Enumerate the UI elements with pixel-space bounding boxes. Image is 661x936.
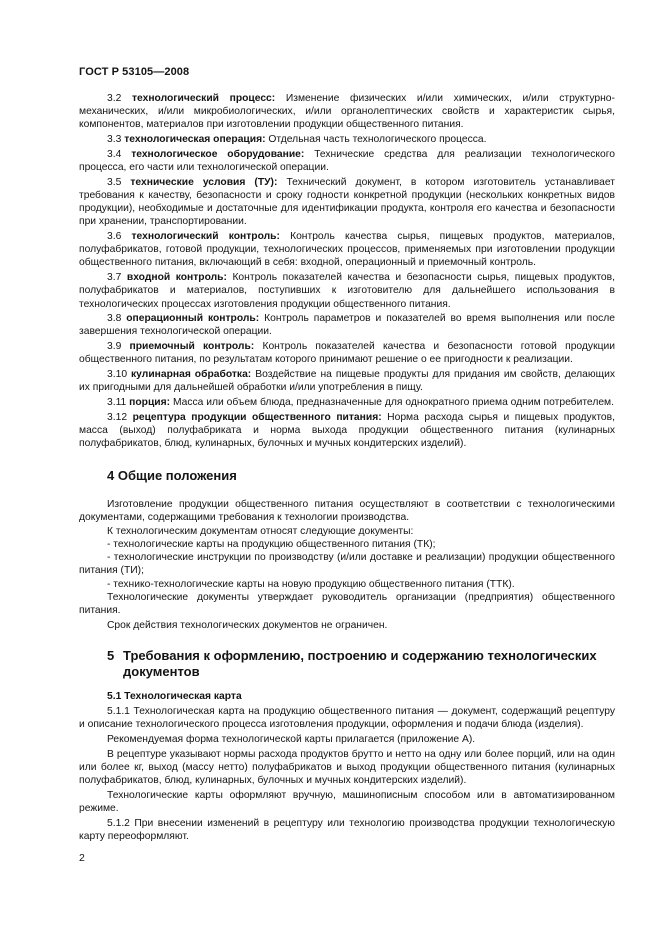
definition-3-3: 3.3 технологическая операция: Отдельная часть технологического процесса. [107, 134, 487, 146]
definition-3-2: 3.2 технологический процесс: Изменение физических и/или химических, и/или структурно-механических, и/или микробиологических, и/или органолептических свойств и характеристик сырья, компонентов, материалов при изготовлении продукции общественного питания. [79, 93, 615, 131]
section-4-list-item: - технологические инструкции по производству (и/или доставке и реализации) продукции общественного питания (ТИ); [79, 552, 615, 577]
document-body [79, 92, 615, 843]
definition-3-10: 3.10 кулинарная обработка: Воздействие на пищевые продукты для придания им свойств, делающих их пригодными для дальнейшей обработки и/или употребления в пищу. [79, 369, 616, 394]
subsection-5-1-heading: 5.1 Технологическая карта [107, 690, 242, 702]
section-5-title: Требования к оформлению, построению и содержанию технологических документов [123, 647, 597, 679]
definition-3-8: 3.8 операционный контроль: Контроль параметров и показателей во время выполнения или после завершения технологической операции. [79, 313, 615, 338]
section-5-paragraph: Технологические карты оформляют вручную, машинописным способом или в автоматизированном режиме. [79, 789, 615, 814]
section-5-heading [107, 648, 615, 680]
section-5-paragraph: Рекомендуемая форма технологической карты прилагается (приложение А). [107, 733, 476, 745]
section-4-paragraph: Технологические документы утверждает руководитель организации (предприятия) общественного питания. [79, 591, 615, 616]
section-5-paragraph: 5.1.2 При внесении изменений в рецептуру или технологию производства продукции технологическую карту переоформляют. [79, 817, 615, 842]
page-number: 2 [79, 852, 85, 864]
document-header: ГОСТ Р 53105—2008 [79, 66, 190, 78]
section-4-paragraph: Срок действия технологических документов не ограничен. [107, 619, 388, 631]
section-4-paragraph: К технологическим документам относят следующие документы: [107, 525, 414, 537]
definition-3-7: 3.7 входной контроль: Контроль показателей качества и безопасности сырья, пищевых продуктов, полуфабрикатов и материалов, поступивших к изготовителю для дальнейшего использования в технологических процессах изготовления продукции общественного питания. [79, 272, 615, 310]
definition-3-5: 3.5 технические условия (ТУ): Технический документ, в котором изготовитель устанавливает требования к качеству, безопасности и сроку годности конкретной продукции (нескольких конкретных видов продукции), необходимые и достаточные для идентификации продукта, контроля его качества и безопасности при хранении, транспортировании. [79, 176, 615, 228]
section-5-number: 5 [107, 647, 115, 663]
definition-3-12: 3.12 рецептура продукции общественного питания: Норма расхода сырья и пищевых продуктов, масса (выход) полуфабриката и норма выхода продукции общественного питания (кулинарных полуфабрикатов, блюд, кулинарных, булочных и мучных кондитерских изделий). [79, 411, 615, 450]
section-4-list-item: - технологические карты на продукцию общественного питания (ТК); [107, 538, 436, 550]
definition-3-6: 3.6 технологический контроль: Контроль качества сырья, пищевых продуктов, материалов, полуфабрикатов, готовой продукции, технологических процессов, применяемых при изготовлении продукции общественного питания, включающий в себя: входной, операционный и приемочный контроль. [79, 231, 615, 269]
section-4-heading: 4 Общие положения [107, 468, 237, 484]
section-4-paragraph: Изготовление продукции общественного питания осуществляют в соответствии с технологическими документами, содержащими требования к технологии производства. [79, 499, 615, 524]
section-4-list-item: - технико-технологические карты на новую продукцию общественного питания (ТТК). [107, 578, 515, 590]
section-5-paragraph: 5.1.1 Технологическая карта на продукцию общественного питания — документ, содержащий рецептуру и описание технологического процесса изготовления продукции, оформления и подачи блюда (изделия). [79, 706, 615, 731]
definition-3-4: 3.4 технологическое оборудование: Технические средства для реализации технологического процесса, его части или технологической операции. [79, 148, 615, 174]
definition-3-9: 3.9 приемочный контроль: Контроль показателей качества и безопасности готовой продукции общественного питания, по результатам которого принимают решение о ее пригодности к реализации. [79, 341, 615, 366]
section-5-paragraph: В рецептуре указывают нормы расхода продуктов брутто и нетто на одну или более порций, или на один или более кг, выход (массу нетто) полуфабрикатов и выход продукции общественного питания (кулинарных полуфабрикатов, блюд, кулинарных, булочных и мучных кондитерских изделий). [79, 748, 615, 787]
definition-3-11: 3.11 порция: Масса или объем блюда, предназначенные для однократного приема одним потребителем. [107, 396, 614, 408]
